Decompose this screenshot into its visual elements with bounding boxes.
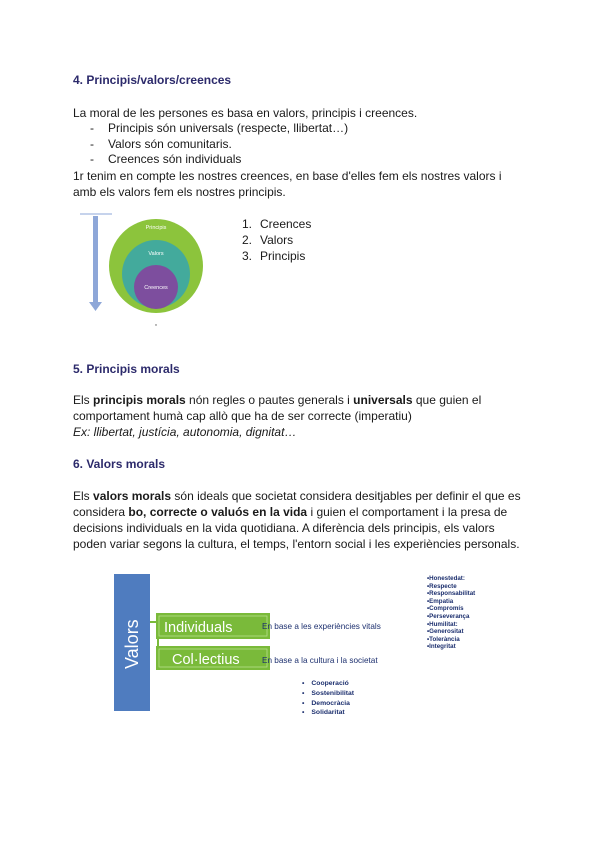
- list-item: • Cooperació: [302, 679, 354, 689]
- list-item: •Respecte: [427, 582, 457, 590]
- individual-values-list: [427, 575, 475, 651]
- section-4-paragraph-line: amb els valors fem els nostres principis.: [73, 185, 286, 199]
- principis-circle-label: Principis: [145, 225, 167, 231]
- numbered-list: [242, 216, 311, 264]
- bold-term: bo, correcte o valuós en la vida: [128, 505, 308, 519]
- collective-values-list: [302, 679, 354, 718]
- list-text: Creences: [260, 217, 312, 231]
- section-6-heading: 6. Valors morals: [73, 457, 166, 471]
- list-item: • Democràcia: [302, 699, 354, 709]
- arrow-head: [89, 302, 102, 311]
- section-5-line: [73, 392, 481, 408]
- section-4-intro: La moral de les persones es basa en valors, principis i creences.: [73, 106, 418, 120]
- list-item: •Compromís: [427, 605, 464, 613]
- list-item: •Generositat: [427, 628, 464, 636]
- list-number: 3.: [242, 249, 253, 263]
- list-text: Valors: [260, 233, 294, 247]
- list-number: 1.: [242, 217, 253, 231]
- list-item: - Valors són comunitaris.: [90, 137, 348, 153]
- list-item: - Principis són universals (respecte, llibertat…): [90, 121, 348, 137]
- collectius-caption: En base a la cultura i la societat: [262, 656, 378, 665]
- valors-circle-label: Valors: [148, 251, 164, 257]
- collectius-label: Col·lectius: [172, 652, 240, 668]
- text-run: nón regles o pautes generals i: [185, 393, 354, 407]
- list-item: •Empatia: [427, 597, 454, 605]
- list-item: •Tolerància: [427, 635, 460, 643]
- text-run: i guien el comportament i la presa de: [307, 505, 508, 519]
- text-run: considera: [73, 505, 129, 519]
- list-item: - Creences són individuals: [90, 152, 348, 168]
- section-4-heading: 4. Principis/valors/creences: [73, 73, 232, 87]
- bold-term: universals: [353, 393, 413, 407]
- section-4-paragraph-line: 1r tenim en compte les nostres creences, en base d'elles fem els nostres valors i: [73, 169, 502, 183]
- dot-mark: [155, 324, 156, 325]
- list-item: [242, 248, 311, 264]
- individuals-label: Individuals: [164, 620, 233, 636]
- list-text: Principis: [260, 249, 306, 263]
- bold-term: principis morals: [93, 393, 186, 407]
- list-item: [242, 232, 311, 248]
- text-run: Els: [73, 489, 94, 503]
- section-4-bullet-list: [90, 121, 348, 168]
- list-item: • Solidaritat: [302, 708, 354, 718]
- list-item: •Perseverança: [427, 612, 470, 620]
- values-diagram: [112, 574, 432, 714]
- list-item: • Sostenibilitat: [302, 689, 354, 699]
- individuals-caption: En base a les experiències vitals: [262, 622, 381, 631]
- list-number: 2.: [242, 233, 253, 247]
- text-run: Els: [73, 393, 94, 407]
- section-6-line: poden variar segons la cultura, el temps, l'entorn social i les experiències personals.: [73, 537, 520, 551]
- list-item: •Honestedat:: [427, 575, 465, 582]
- section-6-line: [73, 504, 507, 520]
- concentric-circles-diagram: [76, 208, 216, 330]
- bold-term: valors morals: [93, 489, 172, 503]
- list-item: •Humilitat:: [427, 620, 458, 628]
- section-6-line: [73, 488, 521, 504]
- section-5-example: Ex: llibertat, justícia, autonomia, dignitat…: [73, 425, 297, 439]
- text-run: que guien el: [412, 393, 482, 407]
- section-5-line: comportament humà cap allò que ha de ser correcte (imperatiu): [73, 409, 412, 423]
- creences-circle-label: Creences: [144, 285, 168, 291]
- list-item: •Integritat: [427, 643, 456, 651]
- text-run: són ideals que societat considera desitjables per definir el que es: [171, 489, 521, 503]
- list-item: •Responsabilitat: [427, 590, 476, 598]
- section-6-line: decisions individuals en la vida quotidiana. A diferència dels principis, els valors: [73, 521, 495, 535]
- arrow-shaft: [93, 216, 98, 304]
- section-5-heading: 5. Principis morals: [73, 362, 180, 376]
- valors-box-label: Valors: [122, 619, 142, 669]
- list-item: [242, 216, 311, 232]
